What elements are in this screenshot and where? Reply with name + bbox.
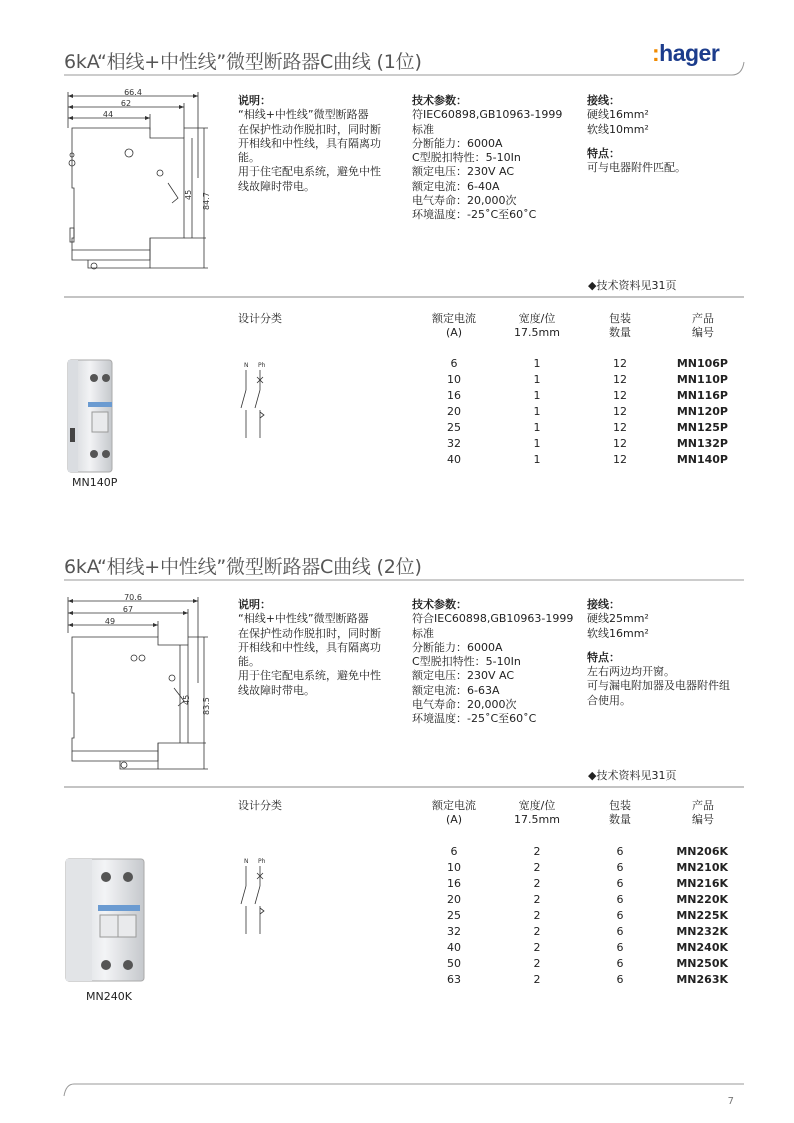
- circuit-label-ph: Ph: [258, 362, 266, 369]
- tech-param: 电气寿命：20,000次: [412, 698, 517, 712]
- row-width: 2: [533, 941, 541, 954]
- row-current: 63: [447, 973, 461, 986]
- row-product-code: MN220K: [676, 893, 728, 906]
- row-width: 2: [533, 845, 541, 858]
- row-pack: 6: [616, 941, 624, 954]
- header-pack-label: 包装: [609, 799, 631, 812]
- dim-h1: 45: [184, 189, 193, 200]
- row-width: 1: [533, 437, 541, 450]
- dimension-drawing-2: [60, 593, 210, 783]
- page-number: 7: [727, 1096, 734, 1107]
- description-line: 开相线和中性线，具有隔离功: [238, 640, 381, 654]
- row-pack: 6: [616, 925, 624, 938]
- row-width: 2: [533, 893, 541, 906]
- row-pack: 6: [616, 957, 624, 970]
- logo-colon-icon: :: [652, 40, 660, 66]
- description-line: 在保护性动作脱扣时，同时断: [238, 122, 381, 136]
- product-image-mn140p: [64, 356, 124, 476]
- row-current: 40: [447, 453, 461, 466]
- header-width-unit: 17.5mm: [514, 813, 560, 826]
- row-product-code: MN106P: [676, 357, 728, 370]
- row-current: 10: [447, 861, 461, 874]
- row-pack: 12: [613, 405, 627, 418]
- features-title: 特点：: [587, 146, 620, 160]
- row-product-code: MN232K: [676, 925, 728, 938]
- dim-w2: 67: [122, 605, 134, 614]
- row-width: 1: [533, 373, 541, 386]
- dim-w3: 49: [104, 617, 116, 626]
- description-line: “相线+中性线”微型断路器: [238, 108, 369, 122]
- description-line: 线故障时带电。: [238, 179, 315, 193]
- row-product-code: MN263K: [676, 973, 728, 986]
- row-product-code: MN110P: [676, 373, 728, 386]
- feature-line: 可与漏电附加器及电器附件组: [587, 679, 730, 693]
- description-line: “相线+中性线”微型断路器: [238, 612, 369, 626]
- row-product-code: MN210K: [676, 861, 728, 874]
- row-width: 2: [533, 957, 541, 970]
- tech-param: 分断能力：6000A: [412, 136, 503, 150]
- header-pack-unit: 数量: [609, 813, 631, 826]
- row-current: 16: [447, 389, 461, 402]
- row-current: 25: [447, 421, 461, 434]
- product-image-mn240k: [62, 855, 152, 985]
- tech-param: 标准: [412, 626, 434, 640]
- row-width: 2: [533, 909, 541, 922]
- dim-w2: 62: [120, 99, 132, 108]
- dim-h2: 83.5: [202, 697, 211, 715]
- row-width: 2: [533, 877, 541, 890]
- row-pack: 12: [613, 421, 627, 434]
- row-pack: 6: [616, 861, 624, 874]
- row-product-code: MN225K: [676, 909, 728, 922]
- header-product: [663, 799, 743, 827]
- row-current: 6: [450, 357, 458, 370]
- header-current-label: 额定电流: [432, 312, 476, 325]
- header-current-unit: (A): [445, 813, 463, 826]
- header-current-label: 额定电流: [432, 799, 476, 812]
- row-current: 6: [450, 845, 458, 858]
- row-pack: 12: [613, 389, 627, 402]
- description-line: 线故障时带电。: [238, 683, 315, 697]
- description-line: 开相线和中性线，具有隔离功: [238, 136, 381, 150]
- header-width: [497, 799, 577, 827]
- header-product-unit: 编号: [692, 326, 714, 339]
- row-width: 2: [533, 973, 541, 986]
- dim-w3: 44: [102, 110, 114, 119]
- tech-param: 环境温度：-25˚C至60˚C: [412, 712, 537, 726]
- header-design: 设计分类: [238, 799, 282, 812]
- feature-line: 可与电器附件匹配。: [587, 161, 686, 175]
- section2-title: 6kA“相线+中性线”微型断路器C曲线 (2位): [64, 556, 422, 578]
- row-current: 10: [447, 373, 461, 386]
- row-pack: 12: [613, 437, 627, 450]
- row-pack: 6: [616, 893, 624, 906]
- product-caption: MN140P: [72, 476, 118, 489]
- tech-params-block: [412, 598, 582, 727]
- row-pack: 12: [613, 453, 627, 466]
- header-product-unit: 编号: [692, 813, 714, 826]
- feature-line: 左右两边均开窗。: [587, 665, 675, 679]
- tech-param: 符IEC60898,GB10963-1999: [412, 108, 563, 122]
- wiring-block: [587, 94, 747, 175]
- row-product-code: MN120P: [676, 405, 728, 418]
- row-product-code: MN206K: [676, 845, 728, 858]
- tech-params-title: 技术参数：: [412, 598, 467, 611]
- header-pack-label: 包装: [609, 312, 631, 325]
- description-title: 说明：: [238, 94, 271, 107]
- tech-param: 分断能力：6000A: [412, 640, 503, 654]
- row-product-code: MN216K: [676, 877, 728, 890]
- description-line: 能。: [238, 655, 260, 669]
- header-pack: [580, 312, 660, 340]
- row-current: 50: [447, 957, 461, 970]
- description-line: 能。: [238, 151, 260, 165]
- row-product-code: MN125P: [676, 421, 728, 434]
- wiring-block: [587, 598, 752, 708]
- tech-param: C型脱扣特性：5-10In: [412, 151, 521, 165]
- row-current: 32: [447, 437, 461, 450]
- row-width: 2: [533, 925, 541, 938]
- row-pack: 6: [616, 973, 624, 986]
- dim-w1: 66.4: [124, 88, 142, 97]
- tech-param: 标准: [412, 122, 434, 136]
- header-pack: [580, 799, 660, 827]
- row-width: 1: [533, 453, 541, 466]
- wiring-title: 接线：: [587, 598, 620, 611]
- row-pack: 6: [616, 909, 624, 922]
- tech-reference-link[interactable]: ◆技术资料见31页: [588, 279, 677, 292]
- row-width: 1: [533, 389, 541, 402]
- features-title: 特点：: [587, 650, 620, 664]
- row-pack: 6: [616, 845, 624, 858]
- logo-text: hager: [659, 40, 720, 66]
- row-current: 40: [447, 941, 461, 954]
- circuit-label-n: N: [244, 858, 249, 865]
- row-product-code: MN140P: [676, 453, 728, 466]
- header-width-unit: 17.5mm: [514, 326, 560, 339]
- description-line: 用于住宅配电系统，避免中性: [238, 669, 381, 683]
- header-product-label: 产品: [692, 799, 714, 812]
- row-pack: 12: [613, 373, 627, 386]
- header-width-label: 宽度/位: [518, 799, 556, 812]
- tech-reference-link[interactable]: ◆技术资料见31页: [588, 769, 677, 782]
- row-current: 20: [447, 893, 461, 906]
- row-current: 25: [447, 909, 461, 922]
- row-width: 1: [533, 405, 541, 418]
- section1-title: 6kA“相线+中性线”微型断路器C曲线 (1位): [64, 51, 422, 73]
- wiring-line: 硬线25mm²: [587, 612, 649, 626]
- tech-param: 额定电压：230V AC: [412, 165, 515, 179]
- row-pack: 12: [613, 357, 627, 370]
- description-line: 用于住宅配电系统，避免中性: [238, 165, 381, 179]
- product-caption: MN240K: [86, 990, 132, 1003]
- circuit-label-ph: Ph: [258, 858, 266, 865]
- description-title: 说明：: [238, 598, 271, 611]
- header-product: [663, 312, 743, 340]
- tech-param: 额定电流：6-40A: [412, 179, 500, 193]
- tech-params-title: 技术参数：: [412, 94, 467, 107]
- wiring-line: 硬线16mm²: [587, 108, 649, 122]
- circuit-diagram-icon: [232, 360, 272, 440]
- tech-param: 电气寿命：20,000次: [412, 194, 517, 208]
- header-width: [497, 312, 577, 340]
- description-line: 在保护性动作脱扣时，同时断: [238, 626, 381, 640]
- header-current-unit: (A): [445, 326, 463, 339]
- header-product-label: 产品: [692, 312, 714, 325]
- header-current: [414, 312, 494, 340]
- row-width: 1: [533, 357, 541, 370]
- wiring-title: 接线：: [587, 94, 620, 107]
- circuit-label-n: N: [244, 362, 249, 369]
- header-pack-unit: 数量: [609, 326, 631, 339]
- dim-h1: 45: [182, 694, 191, 705]
- wiring-line: 软线16mm²: [587, 626, 649, 640]
- description-block: [238, 94, 408, 194]
- row-width: 2: [533, 861, 541, 874]
- row-product-code: MN250K: [676, 957, 728, 970]
- row-width: 1: [533, 421, 541, 434]
- header-current: [414, 799, 494, 827]
- tech-params-block: [412, 94, 582, 223]
- dim-w1: 70.6: [124, 593, 142, 602]
- tech-param: C型脱扣特性：5-10In: [412, 655, 521, 669]
- header-design: 设计分类: [238, 312, 282, 325]
- description-block: [238, 598, 408, 698]
- feature-line: 合使用。: [587, 693, 631, 707]
- dimension-drawing-1: [60, 88, 210, 278]
- row-product-code: MN116P: [676, 389, 728, 402]
- tech-param: 符合IEC60898,GB10963-1999: [412, 612, 574, 626]
- circuit-diagram-icon: [232, 856, 272, 936]
- wiring-line: 软线10mm²: [587, 122, 649, 136]
- header-width-label: 宽度/位: [518, 312, 556, 325]
- tech-param: 环境温度：-25˚C至60˚C: [412, 208, 537, 222]
- row-current: 20: [447, 405, 461, 418]
- row-current: 16: [447, 877, 461, 890]
- tech-param: 额定电流：6-63A: [412, 683, 500, 697]
- row-product-code: MN240K: [676, 941, 728, 954]
- row-pack: 6: [616, 877, 624, 890]
- row-product-code: MN132P: [676, 437, 728, 450]
- tech-param: 额定电压：230V AC: [412, 669, 515, 683]
- dim-h2: 84.7: [202, 192, 211, 210]
- row-current: 32: [447, 925, 461, 938]
